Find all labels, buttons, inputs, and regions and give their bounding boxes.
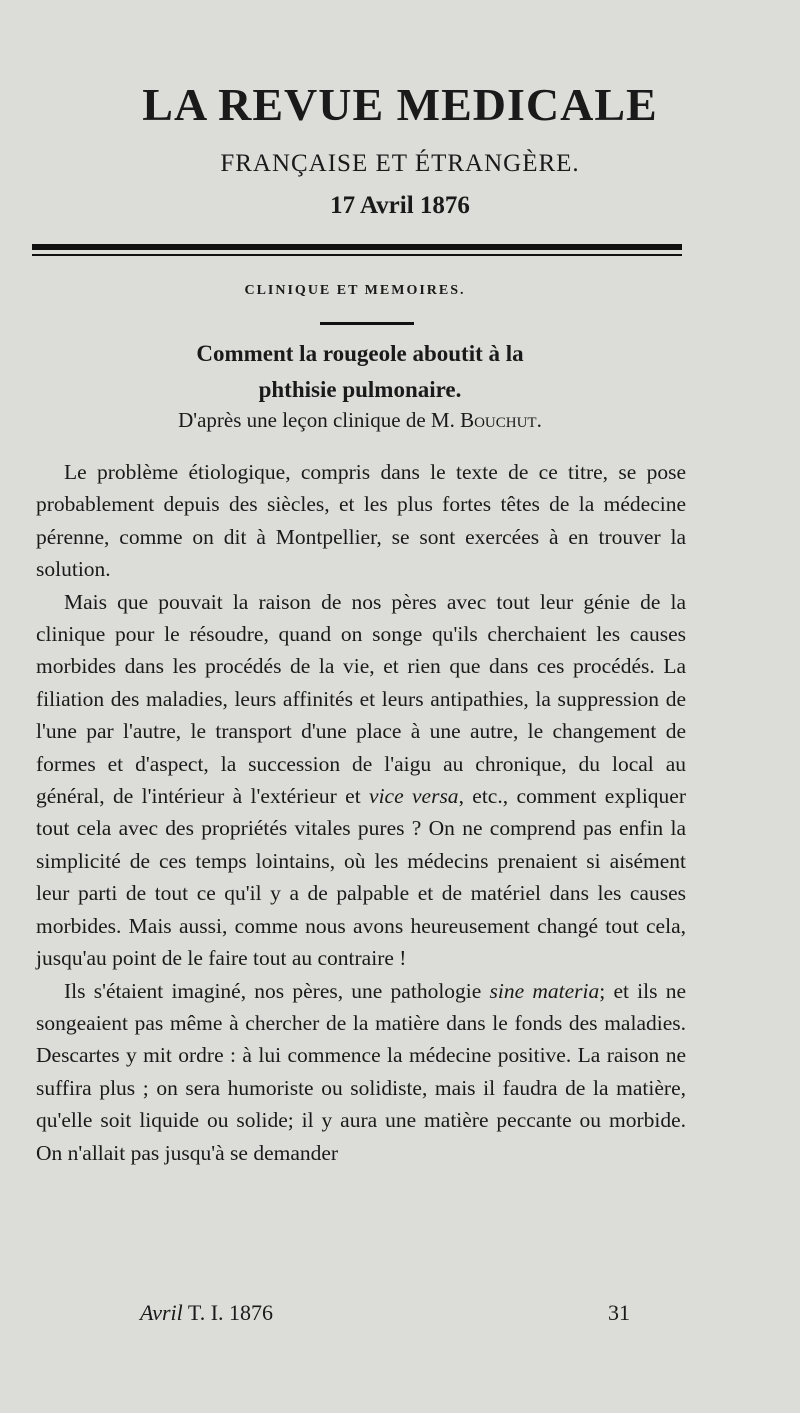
paragraph-3-text-a: Ils s'étaient imaginé, nos pères, une pathologie bbox=[64, 978, 490, 1003]
paragraph-3-text-b: ; et ils ne songeaient pas même à chercher de la matière dans le fonds des maladies. Descartes y mit ordre : à lui commence la médecine positive. La raison ne suffira plus ; on sera humoriste ou solidiste, mais il faudra de la matière, qu'elle soit liquide ou solide; il y aura une matière peccante ou morbide. On n'allait pas jusqu'à se demander bbox=[36, 978, 686, 1165]
masthead-rule-thick bbox=[32, 244, 682, 250]
paragraph-2-text-a: Mais que pouvait la raison de nos pères avec tout leur génie de la clinique pour le résoudre, quand on songe qu'ils cherchaient les causes morbides dans les procédés de la vie, et rien que dans ces procédés. La filiation des maladies, leurs affinités et leurs antipathies, la suppression de l'une par l'autre, le transport d'une place à une autre, le changement de formes et d'aspect, la succession de l'aigu au chronique, du local au général, de l'intérieur à l'extérieur et bbox=[36, 589, 686, 809]
footer-issue bbox=[140, 1300, 273, 1326]
paragraph-3 bbox=[36, 975, 686, 1169]
article-title-line-2: phthisie pulmonaire. bbox=[258, 377, 462, 402]
page-footer bbox=[140, 1300, 630, 1326]
journal-subtitle: FRANÇAISE ET ÉTRANGÈRE. bbox=[220, 150, 580, 177]
byline-suffix: . bbox=[536, 408, 542, 432]
paragraph-2-text-b: , etc., comment expliquer tout cela avec des propriétés vitales pures ? On ne comprend pas enfin la simplicité de ces temps lointains, où les médecins prenaient si aisément leur parti de tout ce qu'il y a de palpable et de matériel dans les causes morbides. Mais aussi, comme nous avons heureusement changé tout cela, jusqu'au point de le faire tout au contraire ! bbox=[36, 784, 687, 971]
paragraph-3-italic: sine materia bbox=[489, 978, 600, 1003]
page-number: 31 bbox=[608, 1300, 630, 1325]
article-title-line-1: Comment la rougeole aboutit à la bbox=[196, 341, 524, 366]
paragraph-1: Le problème étiologique, compris dans le texte de ce titre, se pose probablement depuis des siècles, et les plus fortes têtes de la médecine pérenne, comme on dit à Montpellier, se sont exercées à en trouver la solution. bbox=[36, 460, 686, 582]
masthead-rule-thin bbox=[32, 254, 682, 256]
journal-title: LA REVUE MEDICALE bbox=[142, 79, 658, 130]
byline-author: Bouchut bbox=[460, 408, 537, 432]
section-rule bbox=[320, 322, 414, 325]
byline-prefix: D'après une leçon clinique de M. bbox=[178, 408, 461, 432]
issue-date: 17 Avril 1876 bbox=[330, 192, 470, 219]
article-title bbox=[0, 336, 720, 408]
footer-month: Avril bbox=[140, 1300, 183, 1325]
byline bbox=[0, 408, 720, 433]
section-heading: CLINIQUE ET MEMOIRES. bbox=[244, 283, 466, 298]
footer-volume: T. I. 1876 bbox=[187, 1300, 274, 1325]
paragraph-2 bbox=[36, 586, 686, 975]
article-body bbox=[36, 456, 686, 1169]
paragraph-2-italic: vice versa bbox=[369, 784, 459, 809]
